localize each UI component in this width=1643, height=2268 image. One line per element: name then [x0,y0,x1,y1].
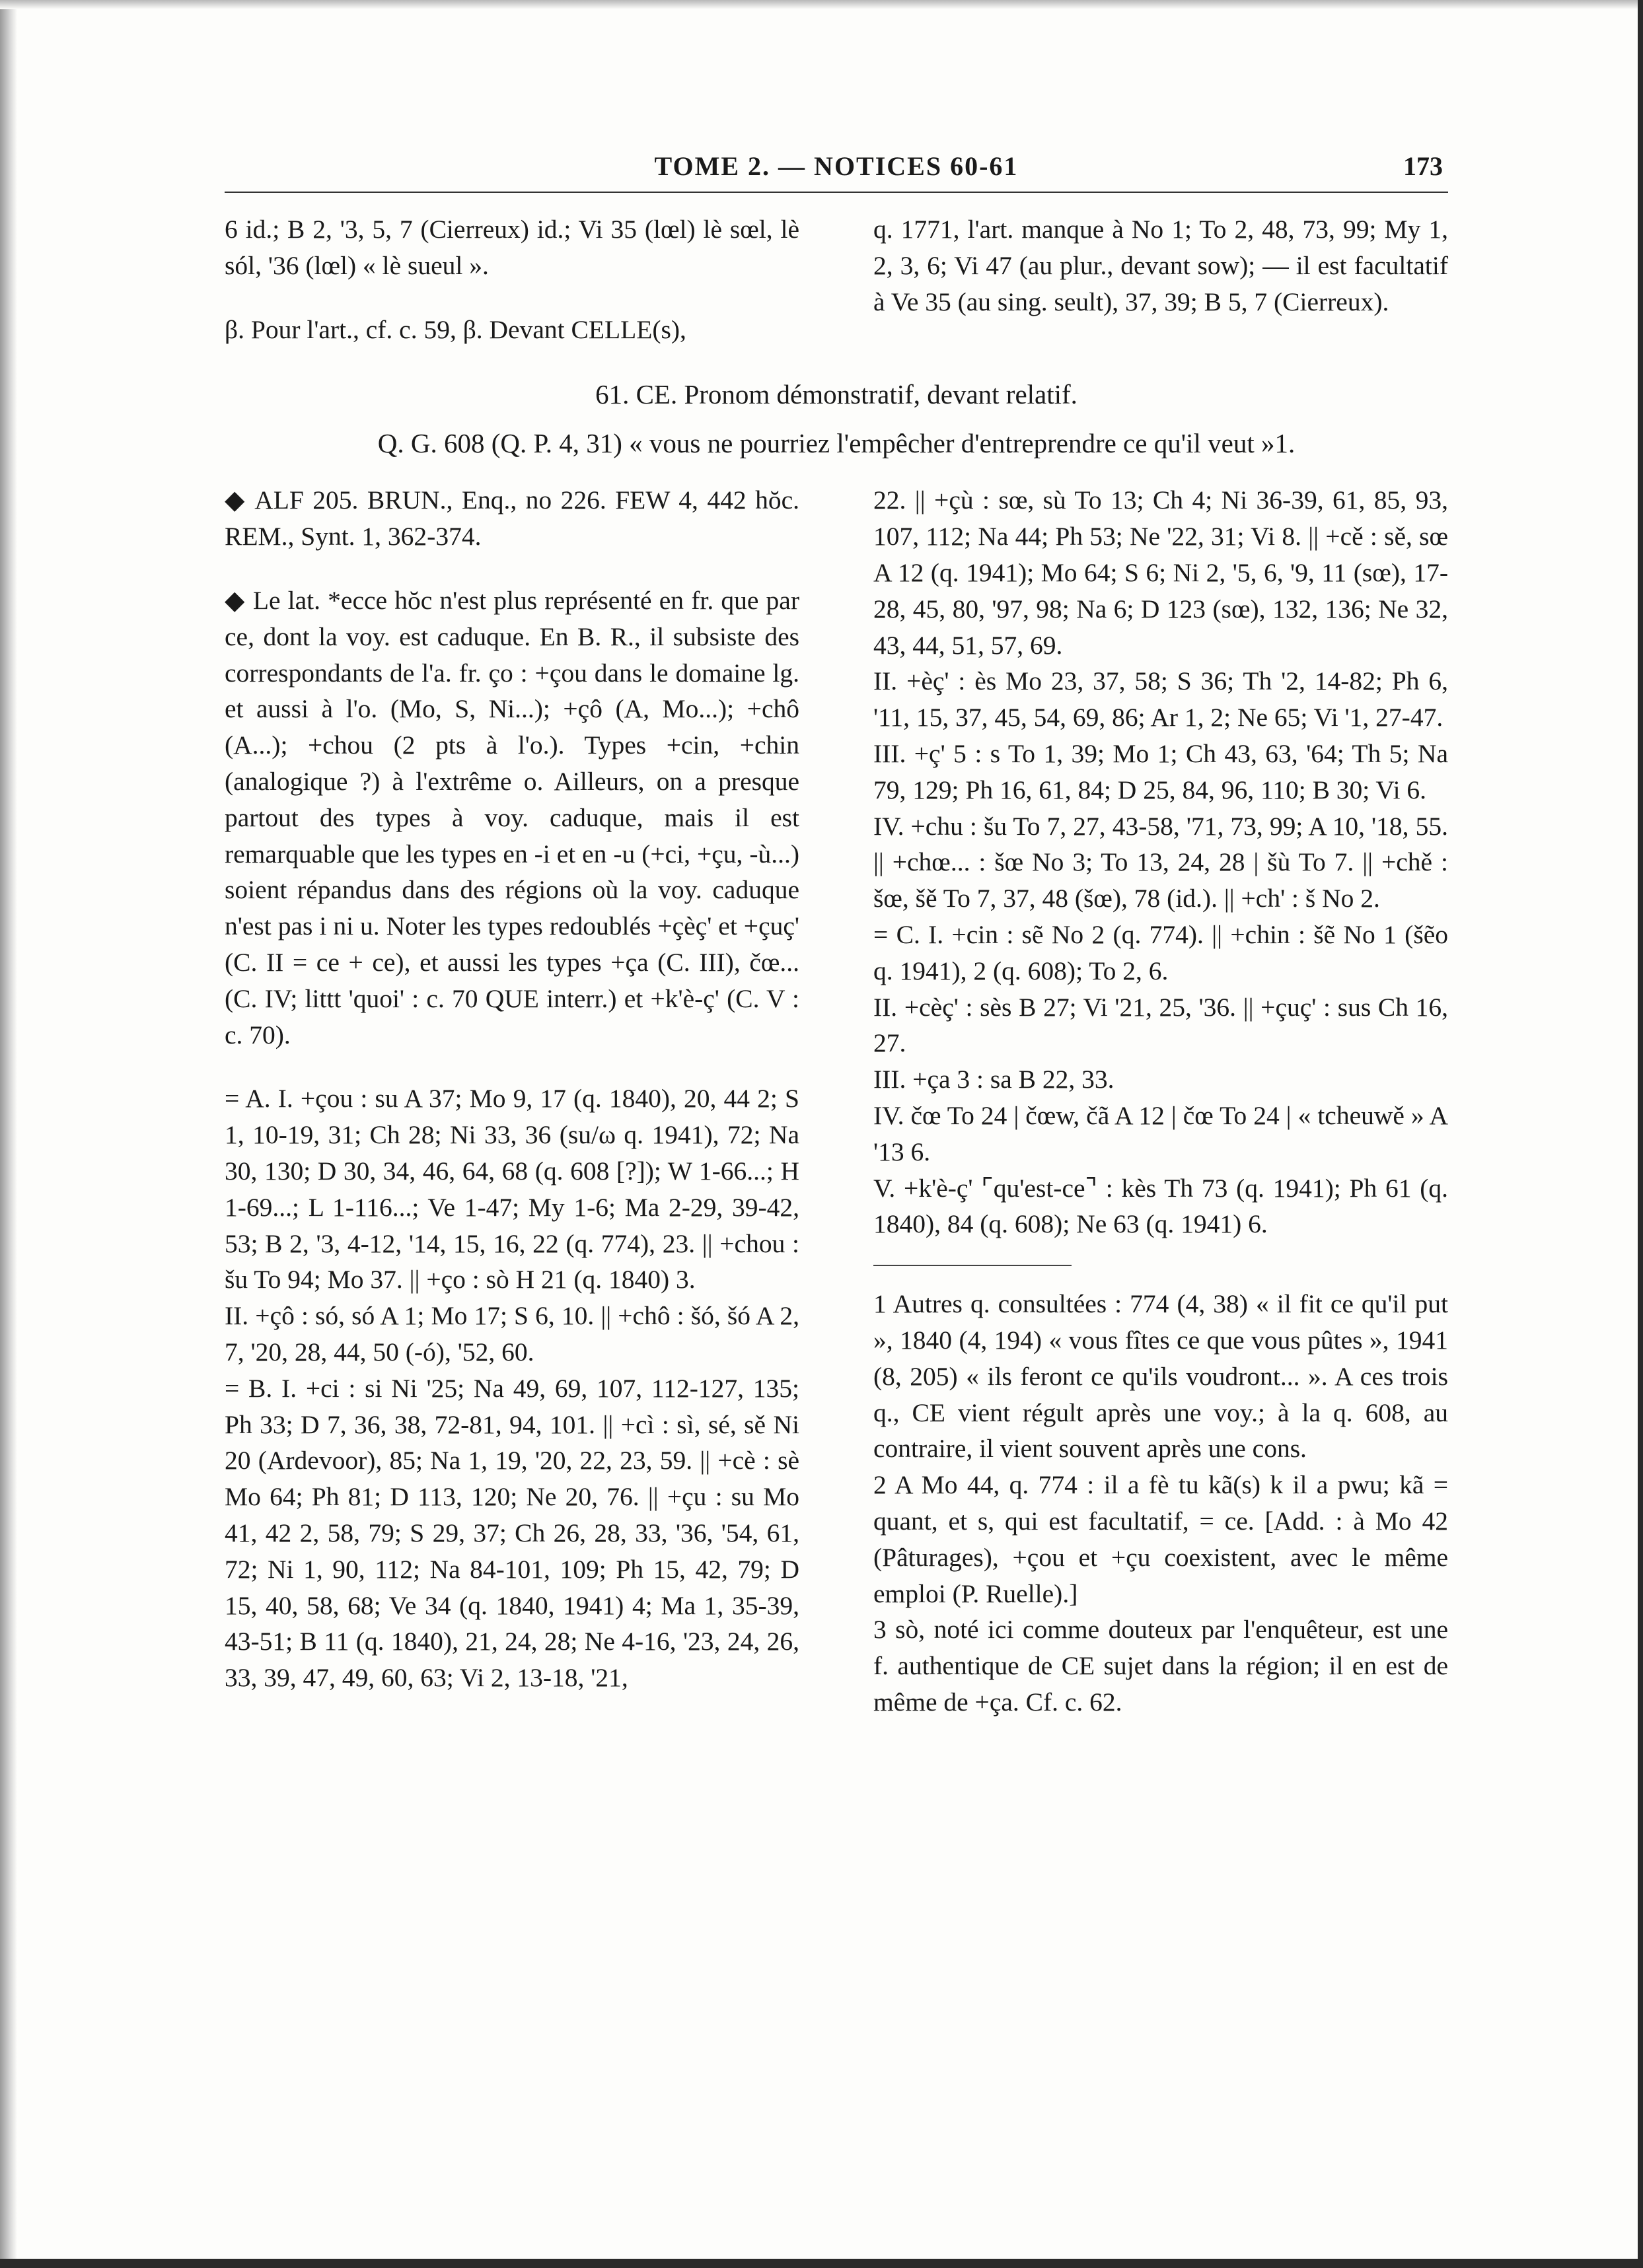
running-title: TOME 2. — NOTICES 60-61 [654,151,1019,181]
paragraph: V. +k'è-ç' ⌜qu'est-ce⌝ : kès Th 73 (q. 1941); Ph 61 (q. 1840), 84 (q. 608); Ne 63 (q. 1941) 6. [873,1173,1448,1239]
footnote: 1 Autres q. consultées : 774 (4, 38) « il fit ce qu'il put », 1840 (4, 194) « vous fîtes ce que vous pûtes », 1941 (8, 205) « ils feront ce qu'ils voudront... ». A ces trois q., CE vient régult après une voy.; à la q. 608, au contraire, il vient souvent après une cons. [873,1289,1448,1464]
paragraph: II. +çô : só, só A 1; Mo 17; S 6, 10. || +chô : šó, šó A 2, 7, '20, 28, 44, 50 (-ó), '52, 60. [225,1301,799,1366]
section-heading: 61. CE. Pronom démonstratif, devant relatif. [595,379,1077,410]
right-column [873,482,1448,1720]
paragraph: = B. I. +ci : si Ni '25; Na 49, 69, 107, 112-127, 135; Ph 33; D 7, 36, 38, 72-81, 94, 101. || +cì : sì, sé, sě Ni 20 (Ardevoor), 85; Na 1, 19, '20, 22, 23, 59. || +cè : sè Mo 64; Ph 81; D 113, 120; Ne 20, 76. || +çu : su Mo 41, 42 2, 58, 79; S 29, 37; Ch 26, 28, 33, '36, '54, 61, 72; Ni 1, 90, 112; Na 84-101, 109; Ph 15, 42, 79; D 15, 40, 58, 68; Ve 34 (q. 1840, 1941) 4; Ma 1, 35-39, 43-51; B 11 (q. 1840), 21, 24, 28; Ne 4-16, '23, 24, 26, 33, 39, 47, 49, 60, 63; Vi 2, 13-18, '21, [225,1373,799,1693]
scan-edge [0,0,1643,9]
paragraph: 6 id.; B 2, '3, 5, 7 (Cierreux) id.; Vi 35 (lœl) lè sœl, lè sól, '36 (lœl) « lè sueul ». [225,215,799,280]
paragraph: IV. +chu : šu To 7, 27, 43-58, '71, 73, 99; A 10, '18, 55. || +chœ... : šœ No 3; To 13, 24, 28 | šù To 7. || +chě : šœ, šě To 7, 37, 48 (šœ), 78 (id.). || +ch' : š No 2. [873,811,1448,913]
paragraph: II. +èç' : ès Mo 23, 37, 58; S 36; Th '2, 14-82; Ph 6, '11, 15, 37, 45, 54, 69, 86; Ar 1, 2; Ne 65; Vi '1, 27-47. [873,666,1448,732]
paragraph: ◆ Le lat. *ecce hŏc n'est plus représenté en fr. que par ce, dont la voy. est caduque. En B. R., il subsiste des correspondants de l'a. fr. ço : +çou dans le domaine lg. et aussi à l'o. (Mo, S, Ni...); +çô (A, Mo...); +chô (A...); +chou (2 pts à l'o.). Types +cin, +chin (analogique ?) à l'extrême o. Ailleurs, on a presque partout des types à voy. caduque, mais il est remarquable que les types en -i et en -u (+ci, +çu, -ù...) soient répandus dans des régions où la voy. caduque n'est pas i ni u. Noter les types redoublés +çèç' et +çuç' (C. II = ce + ce), et aussi les types +ça (C. III), čœ... (C. IV; littt 'quoi' : c. 70 QUE interr.) et +k'è-ç' (C. V : c. 70). [225,585,799,1049]
footnote: 2 A Mo 44, q. 774 : il a fè tu kã(s) k il a pwu; kã = quant, et s, qui est facultatif, = ce. [Add. : à Mo 42 (Pâturages), +çou et +çu coexistent, avec le même emploi (P. Ruelle).] [873,1470,1448,1608]
top-right-column [873,211,1448,347]
scan-edge [1638,0,1643,2268]
paragraph: q. 1771, l'art. manque à No 1; To 2, 48, 73, 99; My 1, 2, 3, 6; Vi 47 (au plur., devant sow); — il est facultatif à Ve 35 (au sing. seult), 37, 39; B 5, 7 (Cierreux). [873,215,1448,316]
scan-edge [0,0,17,2268]
paragraph: = A. I. +çou : su A 37; Mo 9, 17 (q. 1840), 20, 44 2; S 1, 10-19, 31; Ch 28; Ni 33, 36 (su/ω q. 1941), 72; Na 30, 130; D 30, 34, 46, 64, 68 (q. 608 [?]); W 1-66...; H 1-69...; L 1-116...; Ve 1-47; My 1-6; Ma 2-29, 39-42, 53; B 2, '3, 4-12, '14, 15, 16, 22 (q. 774), 23. || +chou : šu To 94; Mo 37. || +ço : sò H 21 (q. 1840) 3. [225,1084,799,1294]
paragraph: IV. čœ To 24 | čœw, čã A 12 | čœ To 24 | « tcheuwě » A '13 6. [873,1100,1448,1166]
paragraph: = C. I. +cin : sẽ No 2 (q. 774). || +chin : šẽ No 1 (šẽo q. 1941), 2 (q. 608); To 2, 6. [873,919,1448,985]
paragraph: ◆ ALF 205. BRUN., Enq., no 226. FEW 4, 442 hŏc. REM., Synt. 1, 362-374. [225,485,799,551]
paragraph: III. +ç' 5 : s To 1, 39; Mo 1; Ch 43, 63, '64; Th 5; Na 79, 129; Ph 16, 61, 84; D 25, 84, 96, 110; B 30; Vi 6. [873,738,1448,804]
running-header [225,132,1448,193]
paragraph: 22. || +çù : sœ, sù To 13; Ch 4; Ni 36-39, 61, 85, 93, 107, 112; Na 44; Ph 53; Ne '22, 31; Vi 8. || +cě : sě, sœ A 12 (q. 1941); Mo 64; S 6; Ni 2, '5, 6, '9, 11 (sœ), 17-28, 45, 80, '97, 98; Na 6; D 123 (sœ), 132, 136; Ne 32, 43, 44, 51, 57, 69. [873,485,1448,660]
top-columns [225,211,1448,347]
left-column [225,482,799,1720]
top-left-column [225,211,799,347]
paragraph: III. +ça 3 : sa B 22, 33. [873,1065,1114,1094]
questionnaire-line: Q. G. 608 (Q. P. 4, 31) « vous ne pourriez l'empêcher d'entreprendre ce qu'il veut »1. [377,428,1296,459]
page-number: 173 [1403,151,1443,181]
scan-edge [0,2259,1643,2268]
footnote: 3 sò, noté ici comme douteux par l'enquêteur, est une f. authentique de CE sujet dans la région; il en est de même de +ça. Cf. c. 62. [873,1615,1448,1717]
main-columns [225,482,1448,1720]
page [225,132,1448,1720]
paragraph: II. +cèç' : sès B 27; Vi '21, 25, '36. || +çuç' : sus Ch 16, 27. [873,992,1448,1058]
footnote-separator [873,1265,1072,1266]
paragraph: β. Pour l'art., cf. c. 59, β. Devant CELLE(s), [225,314,686,344]
